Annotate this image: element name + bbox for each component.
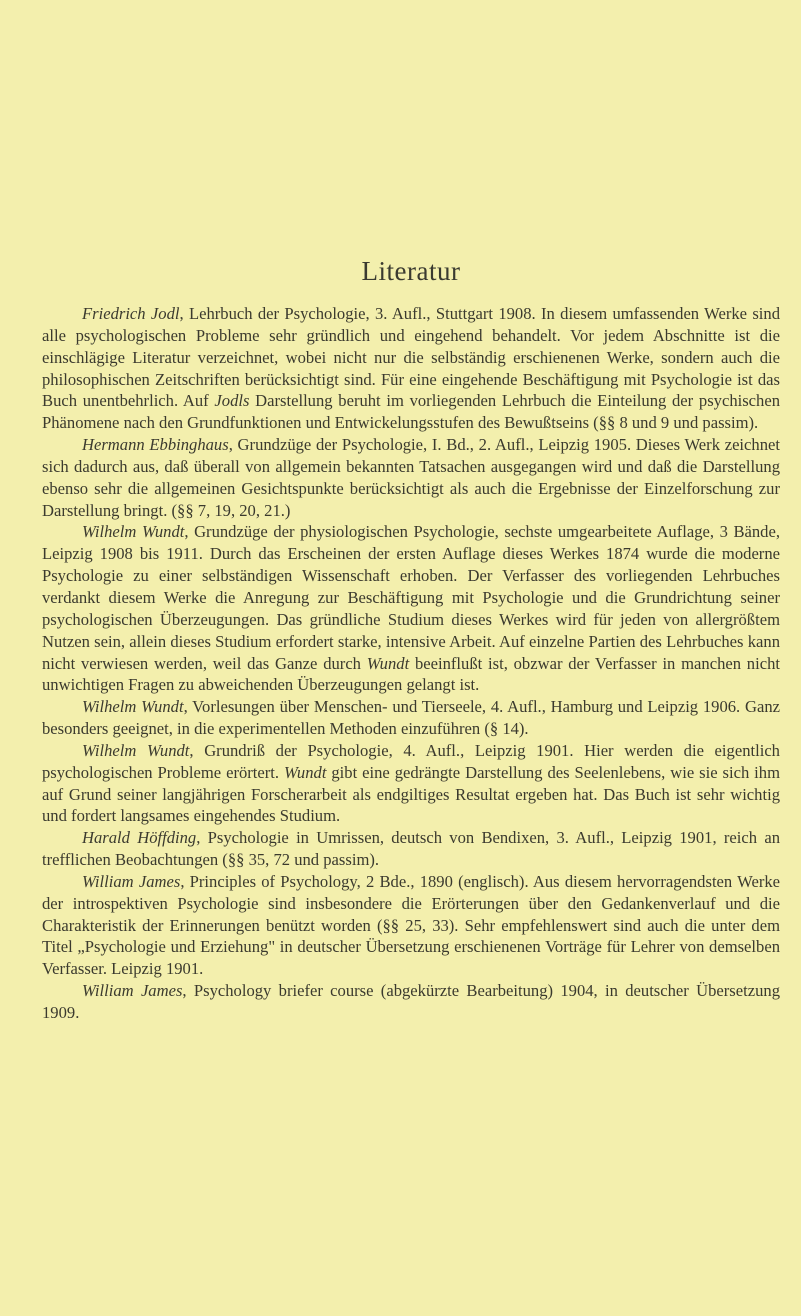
inline-italic-name: Wundt	[284, 762, 327, 782]
bibliography-entry	[42, 740, 780, 827]
entry-text: , Psychology briefer course (abgekürzte Bearbeitung) 1904, in deutscher Übersetzung 1909.	[42, 981, 780, 1022]
inline-italic-name: Wundt	[366, 653, 410, 673]
entry-author: Hermann Ebbinghaus	[82, 435, 229, 455]
bibliography-entry	[42, 696, 780, 740]
entry-text: , Psychologie in Umrissen, deutsch von Bendixen, 3. Aufl., Leipzig 1901, reich an trefflichen Beobachtungen (§§ 35, 72 und passim).	[42, 828, 780, 870]
entry-author: William James	[82, 871, 181, 891]
entry-text: , Vorlesungen über Menschen- und Tierseele, 4. Aufl., Hamburg und Leipzig 1906. Ganz besonders geeignet, in die experimentellen Methoden einzuführen (§ 14).	[42, 697, 780, 739]
document-page	[42, 256, 780, 1024]
page-title: Literatur	[361, 256, 461, 286]
bibliography-entry	[42, 521, 780, 696]
entry-text: beeinflußt ist, obzwar der Verfasser in manchen nicht unwichtigen Fragen zu abweichenden Überzeugungen gelangt ist.	[42, 653, 780, 695]
entry-text: , Grundriß der Psychologie, 4. Aufl., Leipzig 1901. Hier werden die eigentlich psychologischen Probleme erörtert.	[42, 740, 780, 782]
bibliography-entry	[42, 827, 780, 871]
bibliography-entry	[42, 303, 780, 434]
entry-text: , Principles of Psychology, 2 Bde., 1890 (englisch). Aus diesem hervorragendsten Werke der introspektiven Psychologie sind insbesondere die Erörterungen über den Gedankenverlauf und die Charakteristik der Erinnerungen benützt worden (§§ 25, 33). Sehr empfehlenswert sind auch die unter dem Titel „Psychologie und Erziehung" in deutscher Übersetzung erschienenen Vorträge für Lehrer von demselben Verfasser. Leipzig 1901.	[42, 871, 781, 979]
bibliography-entry	[42, 871, 780, 980]
entry-author: Wilhelm Wundt	[82, 697, 184, 717]
entry-author: Wilhelm Wundt	[82, 740, 190, 760]
entry-text: , Lehrbuch der Psychologie, 3. Aufl., Stuttgart 1908. In diesem umfassenden Werke sind alle psychologischen Probleme sehr gründlich und eingehend behandelt. Vor jedem Abschnitte ist die einschlägige Literatur verzeichnet, wobei nicht nur die selbständig erschienenen Werke, sondern auch die philosophischen Zeitschriften berücksichtigt sind. Für eine eingehende Beschäftigung mit Psychologie ist das Buch unentbehrlich. Auf	[42, 304, 780, 411]
inline-italic-name: Jodls	[214, 391, 250, 411]
entry-text: , Grundzüge der physiologischen Psychologie, sechste umgearbeitete Auflage, 3 Bände, Leipzig 1908 bis 1911. Durch das Erscheinen der ersten Auflage dieses Werkes 1874 wurde die moderne Psychologie zu einer selbständigen Wissenschaft erhoben. Der Verfasser des vorliegenden Lehrbuches verdankt diesem Werke die Anregung zur Beschäftigung mit Psychologie und die Grundrichtung seiner psychologischen Überzeugungen. Das gründliche Studium dieses Werkes wird für jeden von allergrößtem Nutzen sein, allein dieses Studium erfordert starke, intensive Arbeit. Auf einzelne Partien des Lehrbuches kann nicht verwiesen werden, weil das Ganze durch	[42, 522, 780, 673]
entry-text: , Grundzüge der Psychologie, I. Bd., 2. Aufl., Leipzig 1905. Dieses Werk zeichnet sich dadurch aus, daß überall von allgemein bekannten Tatsachen ausgegangen wird und daß die Darstellung ebenso sehr die allgemeinen Gesichtspunkte berücksichtigt als auch die Ergebnisse der Einzelforschung zur Darstellung bringt. (§§ 7, 19, 20, 21.)	[42, 435, 780, 520]
entry-author: Wilhelm Wundt	[82, 522, 185, 542]
entry-text: Darstellung beruht im vorliegenden Lehrbuch die Einteilung der psychischen Phänomene nach den Grundfunktionen und Entwickelungsstufen des Bewußtseins (§§ 8 und 9 und passim).	[42, 391, 781, 433]
entry-author: William James	[82, 981, 183, 1001]
entry-author: Harald Höffding	[82, 828, 197, 848]
bibliography-entry	[42, 434, 780, 521]
bibliography-list	[42, 303, 780, 1024]
bibliography-entry	[42, 980, 780, 1024]
entry-text: gibt eine gedrängte Darstellung des Seelenlebens, wie sie sich ihm auf Grund seiner langjährigen Forscherarbeit als endgiltiges Resultat ergeben hat. Das Buch ist sehr wichtig und fordert langsames eingehendes Studium.	[42, 762, 780, 826]
entry-author: Friedrich Jodl	[82, 304, 180, 323]
